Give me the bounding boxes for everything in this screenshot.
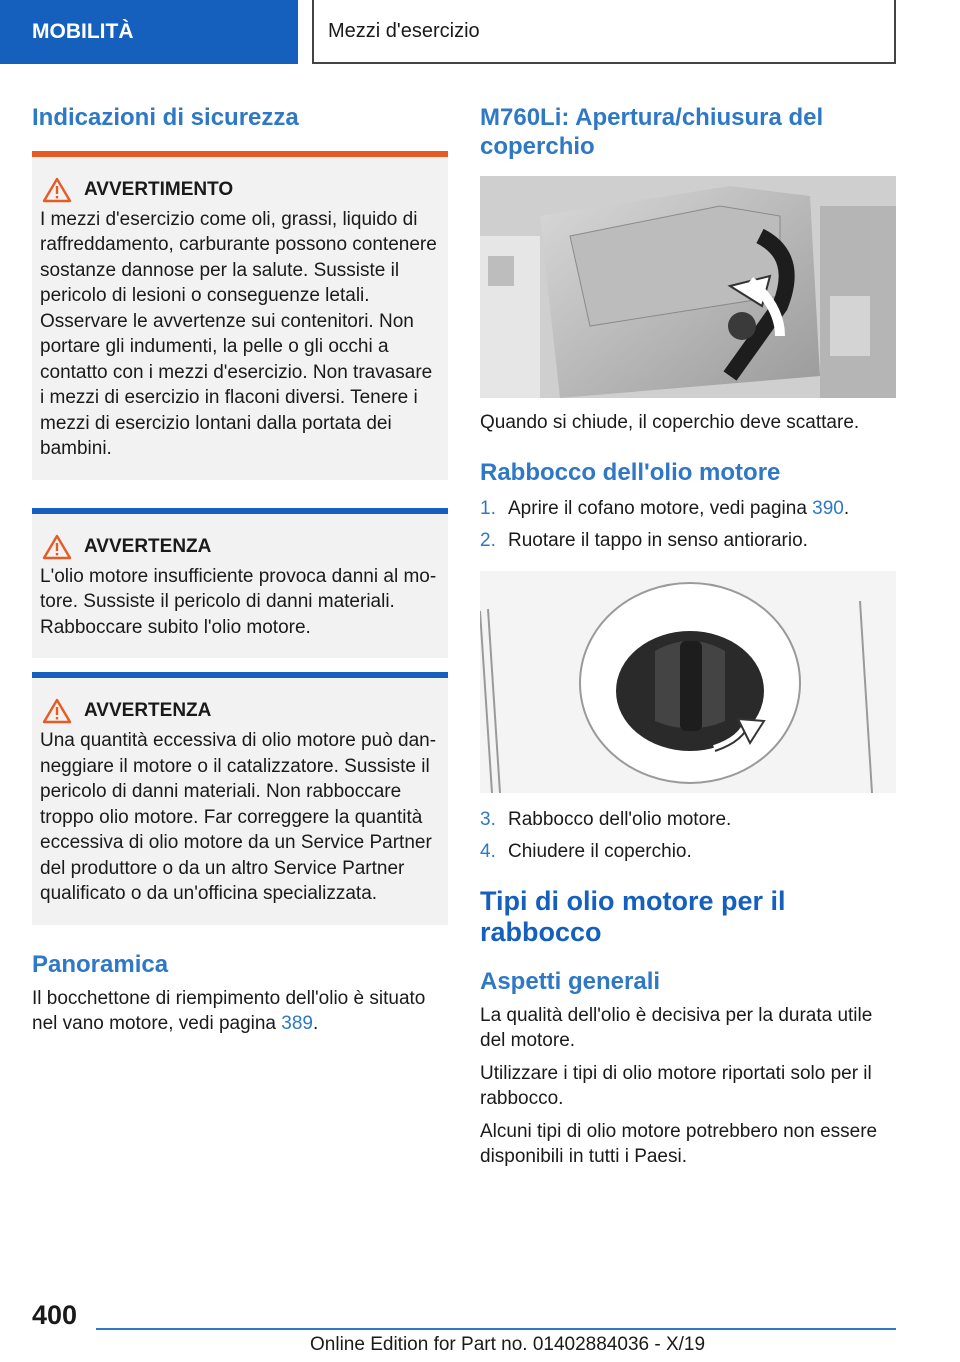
- notice-triangle-icon: [42, 534, 72, 560]
- step-number: 3.: [480, 808, 496, 830]
- warning-triangle-icon: [42, 177, 72, 203]
- notice-box-oil-low: [32, 508, 448, 659]
- notice-text: L'olio motore insufficiente provoca danni al motore. Sussiste il pericolo di danni materiali. Rabboccare subito l'olio motore.: [40, 565, 437, 638]
- general-para-2: Utilizzare i tipi di olio motore riportati solo per il rabbocco.: [480, 1062, 872, 1110]
- notice-text: Una quantità eccessiva di olio motore può danneggiare il motore o il catalizzatore. Sussiste il pericolo di danni materiali. Non rabboccare troppo olio motore. Far correggere la quantità eccessiva di olio motore da un Service Partner del produttore o da un altro Service Partner qualificato o da un'officina specializzata.: [40, 730, 437, 905]
- safety-heading: Indicazioni di sicurezza: [32, 104, 299, 131]
- refill-steps-b: [480, 807, 896, 864]
- notice-triangle-icon: [42, 698, 72, 724]
- refill-steps-a: [480, 496, 896, 553]
- warning-box-title: [32, 177, 448, 203]
- oil-cap-drawing: [480, 571, 896, 793]
- overview-end: .: [312, 1013, 319, 1035]
- oil-cap-illustration: [480, 571, 896, 793]
- cover-caption: Quando si chiude, il coperchio deve scattare.: [480, 411, 860, 433]
- step-text: Chiudere il coperchio.: [508, 840, 692, 862]
- notice-label: AVVERTENZA: [84, 700, 212, 722]
- section-title: Mezzi d'esercizio: [328, 19, 480, 42]
- page-link-389[interactable]: 389: [281, 1013, 313, 1035]
- footer-divider: [96, 1328, 896, 1330]
- step-3: [480, 807, 896, 832]
- edition-text: Online Edition for Part no. 01402884036 - X/19: [310, 1334, 706, 1355]
- page-link-390[interactable]: 390: [812, 497, 844, 519]
- step-2: [480, 528, 896, 553]
- left-column: [32, 96, 448, 1037]
- step-number: 2.: [480, 529, 496, 551]
- warning-label: AVVERTIMENTO: [84, 178, 234, 200]
- notice-box-title: [32, 534, 448, 560]
- notice-box-title: [32, 698, 448, 724]
- general-para-3: Alcuni tipi di olio motore potrebbero non essere disponibili in tutti i Paesi.: [480, 1120, 878, 1168]
- step-number: 1.: [480, 497, 496, 519]
- general-para-1: La qualità dell'olio è decisiva per la durata utile del motore.: [480, 1004, 873, 1052]
- step-text: Rabbocco dell'olio motore.: [508, 808, 732, 830]
- oil-types-heading: Tipi di olio motore per il rabbocco: [480, 885, 786, 947]
- notice-box-oil-excess: [32, 672, 448, 925]
- step-text: Ruotare il tappo in senso antiorario.: [508, 529, 808, 551]
- overview-text: [32, 986, 448, 1037]
- engine-cover-illustration: [480, 176, 896, 398]
- step-number: 4.: [480, 840, 496, 862]
- cover-heading: M760Li: Apertura/chiusura del coperchio: [480, 104, 824, 160]
- refill-heading: Rabbocco dell'olio motore: [480, 459, 781, 487]
- chapter-tab: [0, 0, 298, 64]
- step-text: Aprire il cofano motore, vedi pagina 390.: [508, 497, 850, 519]
- warning-text: I mezzi d'esercizio come oli, grassi, liquido di raffreddamento, carburante possono contenere sostanze dannose per la salute. Sussiste il pericolo di lesioni o conseguenze letali. Osservare le avvertenze sui contenitori. Non portare gli indumenti, la pelle o gli occhi a contatto con i mezzi d'esercizio. Non travasare i mezzi di esercizio in flaconi diversi. Tenere i mezzi di esercizio lontani dalla portata dei bambini.: [40, 208, 437, 460]
- page-number: 400: [32, 1300, 78, 1330]
- step-4: [480, 839, 896, 864]
- right-column: [480, 96, 896, 1170]
- chapter-title: MOBILITÀ: [32, 20, 134, 43]
- general-heading: Aspetti generali: [480, 967, 661, 995]
- engine-cover-drawing: [480, 176, 896, 398]
- overview-heading: Panoramica: [32, 950, 169, 978]
- notice-label: AVVERTENZA: [84, 535, 212, 557]
- warning-box: [32, 151, 448, 480]
- overview-body: Il bocchettone di riempimento dell'olio è situato nel vano motore, vedi pagina: [32, 987, 426, 1035]
- section-tab: [312, 0, 896, 64]
- step-1: [480, 496, 896, 521]
